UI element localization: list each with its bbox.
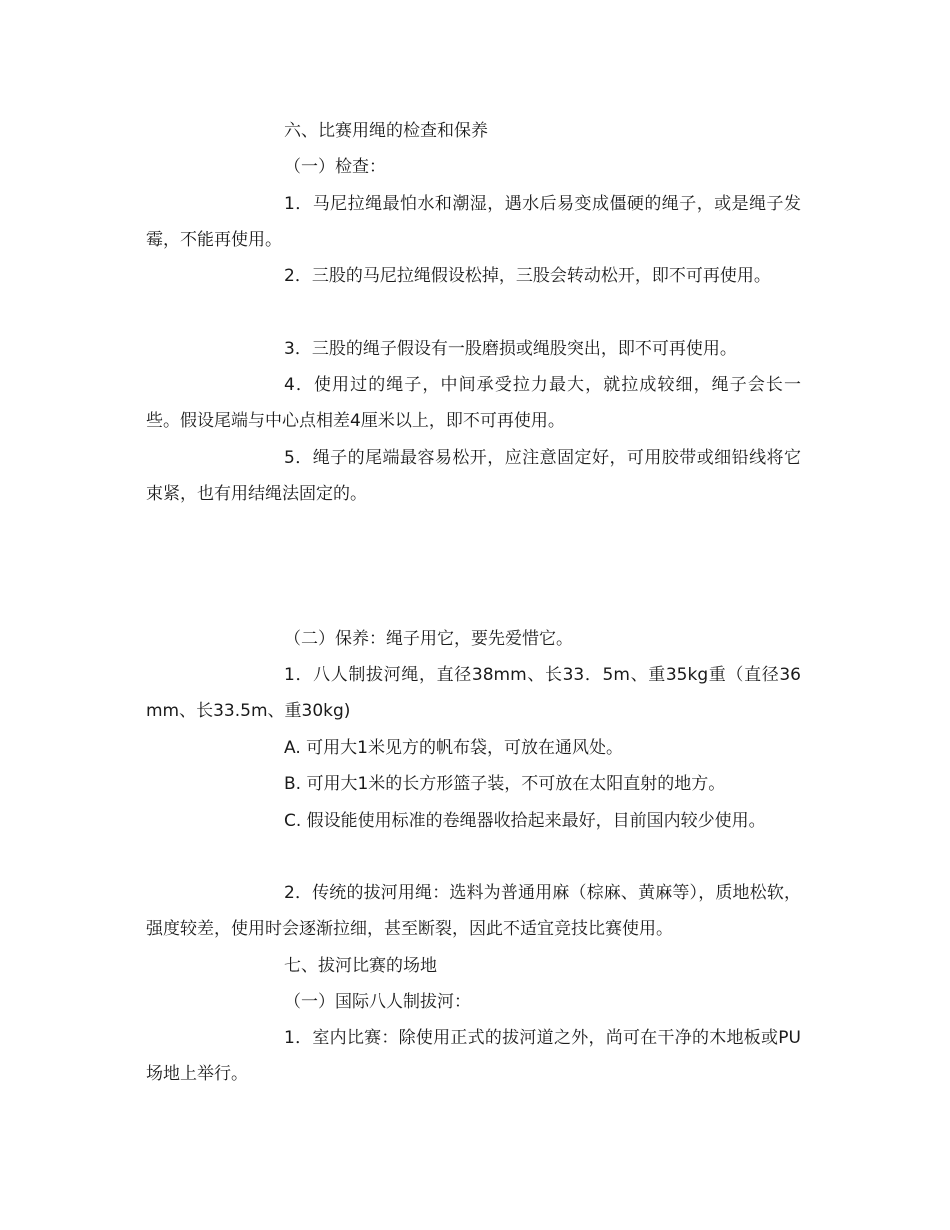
section-heading-venue: 七、拔河比赛的场地 bbox=[284, 956, 437, 976]
section-heading-rope-inspection-care: 六、比赛用绳的检查和保养 bbox=[284, 121, 488, 141]
subsection-heading-inspection: （一）检查： bbox=[284, 157, 386, 177]
paragraph-inspection-2: 2．三股的马尼拉绳假设松掉，三股会转动松开，即不可再使用。 bbox=[284, 266, 771, 286]
paragraph-maintenance-1: 1．八人制拔河绳，直径38mm、长33．5m、重35kg重（直径36mm、长33.5m、重30kg) bbox=[146, 665, 801, 721]
paragraph-maintenance-b: B. 可用大1米的长方形篮子装，不可放在太阳直射的地方。 bbox=[284, 774, 726, 794]
subsection-heading-maintenance: （二）保养：绳子用它，要先爱惜它。 bbox=[284, 629, 573, 649]
paragraph-inspection-5: 5．绳子的尾端最容易松开，应注意固定好，可用胶带或细铅线将它束紧，也有用结绳法固定的。 bbox=[146, 448, 801, 504]
paragraph-inspection-3: 3．三股的绳子假设有一股磨损或绳股突出，即不可再使用。 bbox=[284, 339, 737, 359]
paragraph-maintenance-a: A. 可用大1米见方的帆布袋，可放在通风处。 bbox=[284, 738, 623, 758]
paragraph-inspection-4: 4．使用过的绳子，中间承受拉力最大，就拉成较细，绳子会长一些。假设尾端与中心点相差4厘米以上，即不可再使用。 bbox=[146, 375, 801, 431]
paragraph-maintenance-c: C. 假设能使用标准的卷绳器收拾起来最好，目前国内较少使用。 bbox=[284, 811, 766, 831]
paragraph-inspection-1: 1．马尼拉绳最怕水和潮湿，遇水后易变成僵硬的绳子，或是绳子发霉，不能再使用。 bbox=[146, 194, 801, 250]
subsection-heading-international-eight: （一）国际八人制拔河： bbox=[284, 992, 471, 1012]
paragraph-maintenance-2: 2．传统的拔河用绳：选料为普通用麻（棕麻、黄麻等），质地松软，强度较差，使用时会逐渐拉细，甚至断裂，因此不适宜竞技比赛使用。 bbox=[146, 883, 801, 939]
paragraph-venue-1: 1．室内比赛：除使用正式的拔河道之外，尚可在干净的木地板或PU场地上举行。 bbox=[146, 1028, 801, 1084]
